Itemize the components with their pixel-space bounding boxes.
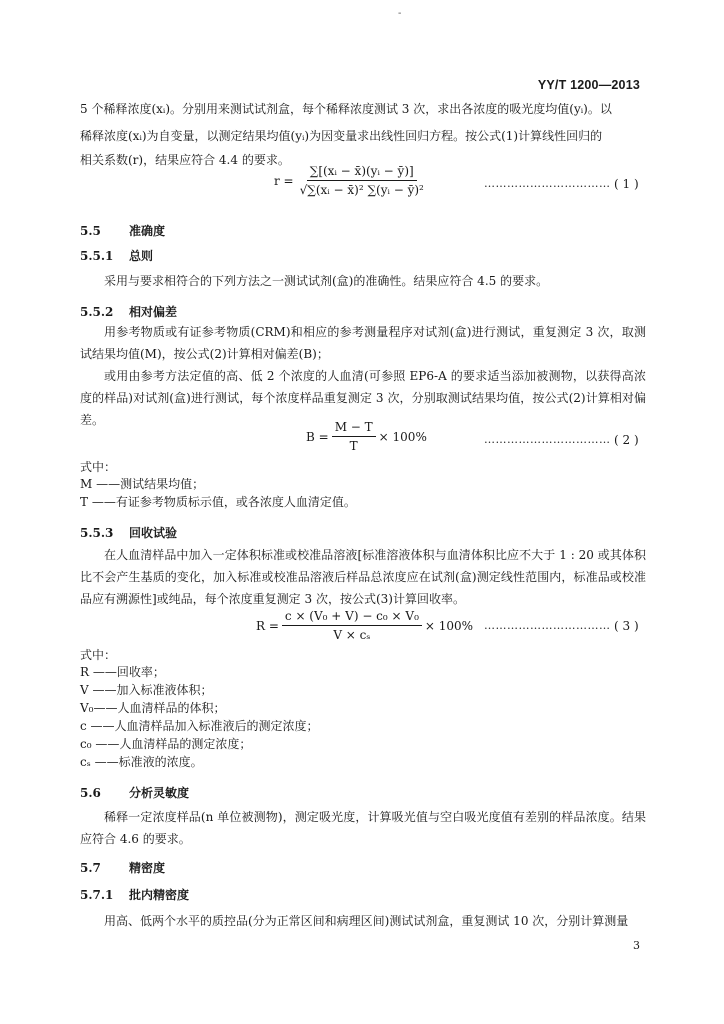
where-label-3: 式中： <box>80 648 117 662</box>
section-5-5-2-para-2: 或用由参考方法定值的高、低 2 个浓度的人血清(可参照 EP6-A 的要求适当添加被测物，以获得高浓度的样品)对试剂(盒)进行测试，每个浓度样品重复测定 3 次，分别取测试结果均值，按公式(2)计算相对偏差。 <box>80 369 646 427</box>
formula-1-leader: …………………………… <box>484 177 611 190</box>
variable-r: R ——回收率； <box>80 665 165 679</box>
formula-2 <box>306 419 427 454</box>
standard-header: YY/T 1200—2013 <box>537 78 640 92</box>
where-label-2: 式中： <box>80 460 117 474</box>
formula-3-numerator: c × (V₀ + V) − c₀ × V₀ <box>282 608 422 626</box>
variable-c0: c₀ ——人血清样品的测定浓度； <box>80 737 252 751</box>
variable-v0: V₀——人血清样品的体积； <box>80 701 226 715</box>
variable-cs: cₛ ——标准液的浓度。 <box>80 755 203 769</box>
formula-2-tail: × 100% <box>378 429 427 444</box>
variable-m: M ——测试结果均值； <box>80 477 205 491</box>
formula-1-numerator: ∑[(xᵢ − x̄)(yᵢ − ȳ)] <box>307 163 417 181</box>
formula-3-leader: …………………………… <box>484 619 611 632</box>
section-5-5-heading: 5.5 准确度 <box>80 224 166 238</box>
formula-2-fraction <box>332 419 376 454</box>
formula-1 <box>274 163 430 198</box>
section-5-5-3-heading: 5.5.3 回收试验 <box>80 526 178 540</box>
formula-1-label: ( 1 ) <box>614 177 639 191</box>
formula-1-fraction <box>297 163 427 198</box>
section-5-5-3-text: 在人血清样品中加入一定体积标准或校准品溶液[标准溶液体积与血清体积比应不大于 1 : 20 或其体积比不会产生基质的变化，加入标准或校准品溶液后样品总浓度应在试剂(盒)测定线性范围内，标准品或校准品应有溯源性]或纯品，每个浓度重复测定 3 次，按公式(3)计算回收率。 <box>80 548 646 606</box>
formula-2-leader: …………………………… <box>484 433 611 446</box>
formula-2-label: ( 2 ) <box>614 433 639 447</box>
variable-c: c ——人血清样品加入标准液后的测定浓度； <box>80 719 319 733</box>
formula-3-fraction <box>282 608 422 643</box>
section-5-5-2-para-1: 用参考物质或有证参考物质(CRM)和相应的参考测量程序对试剂(盒)进行测试，重复测定 3 次，取测试结果均值(M)，按公式(2)计算相对偏差(B)； <box>80 325 646 361</box>
formula-2-numerator: M − T <box>332 419 376 437</box>
intro-line-3: 相关系数(r)，结果应符合 4.4 的要求。 <box>80 153 290 167</box>
section-5-6-text: 稀释一定浓度样品(n 单位被测物)，测定吸光度，计算吸光值与空白吸光度值有差别的样品浓度。结果应符合 4.6 的要求。 <box>80 810 646 846</box>
formula-3-tail: × 100% <box>424 618 474 633</box>
section-5-7-heading: 5.7 精密度 <box>80 861 166 875</box>
section-5-6-heading: 5.6 分析灵敏度 <box>80 786 190 800</box>
section-5-7-1-heading: 5.7.1 批内精密度 <box>80 888 190 902</box>
intro-line-1: 5 个稀释浓度(xᵢ)。分别用来测试试剂盒，每个稀释浓度测试 3 次，求出各浓度的吸光度均值(yᵢ)。以 <box>80 102 612 116</box>
formula-2-denominator: T <box>349 439 358 453</box>
formula-2-lhs: B = <box>306 429 329 444</box>
formula-3-denominator: V × cₛ <box>333 628 371 642</box>
variable-v: V ——加入标准液体积； <box>80 683 213 697</box>
page-number: 3 <box>633 939 640 952</box>
formula-1-lhs: r = <box>274 173 294 188</box>
intro-line-2: 稀释浓度(xᵢ)为自变量，以测定结果均值(yᵢ)为因变量求出线性回归方程。按公式(1)计算线性回归的 <box>80 129 603 143</box>
formula-3-label: ( 3 ) <box>614 619 639 633</box>
variable-t: T ——有证参考物质标示值，或各浓度人血清定值。 <box>80 495 356 509</box>
formula-3-lhs: R = <box>256 618 279 633</box>
formula-3 <box>256 608 473 643</box>
top-mark: - <box>398 8 402 19</box>
section-5-5-1-text: 采用与要求相符合的下列方法之一测试试剂(盒)的准确性。结果应符合 4.5 的要求。 <box>104 274 549 288</box>
formula-1-denominator: √∑(xᵢ − x̄)² ∑(yᵢ − ȳ)² <box>299 183 424 197</box>
section-5-5-2-heading: 5.5.2 相对偏差 <box>80 305 178 319</box>
section-5-7-1-text: 用高、低两个水平的质控品(分为正常区间和病理区间)测试试剂盒，重复测试 10 次，分别计算测量 <box>104 914 629 928</box>
section-5-5-1-heading: 5.5.1 总则 <box>80 249 154 263</box>
